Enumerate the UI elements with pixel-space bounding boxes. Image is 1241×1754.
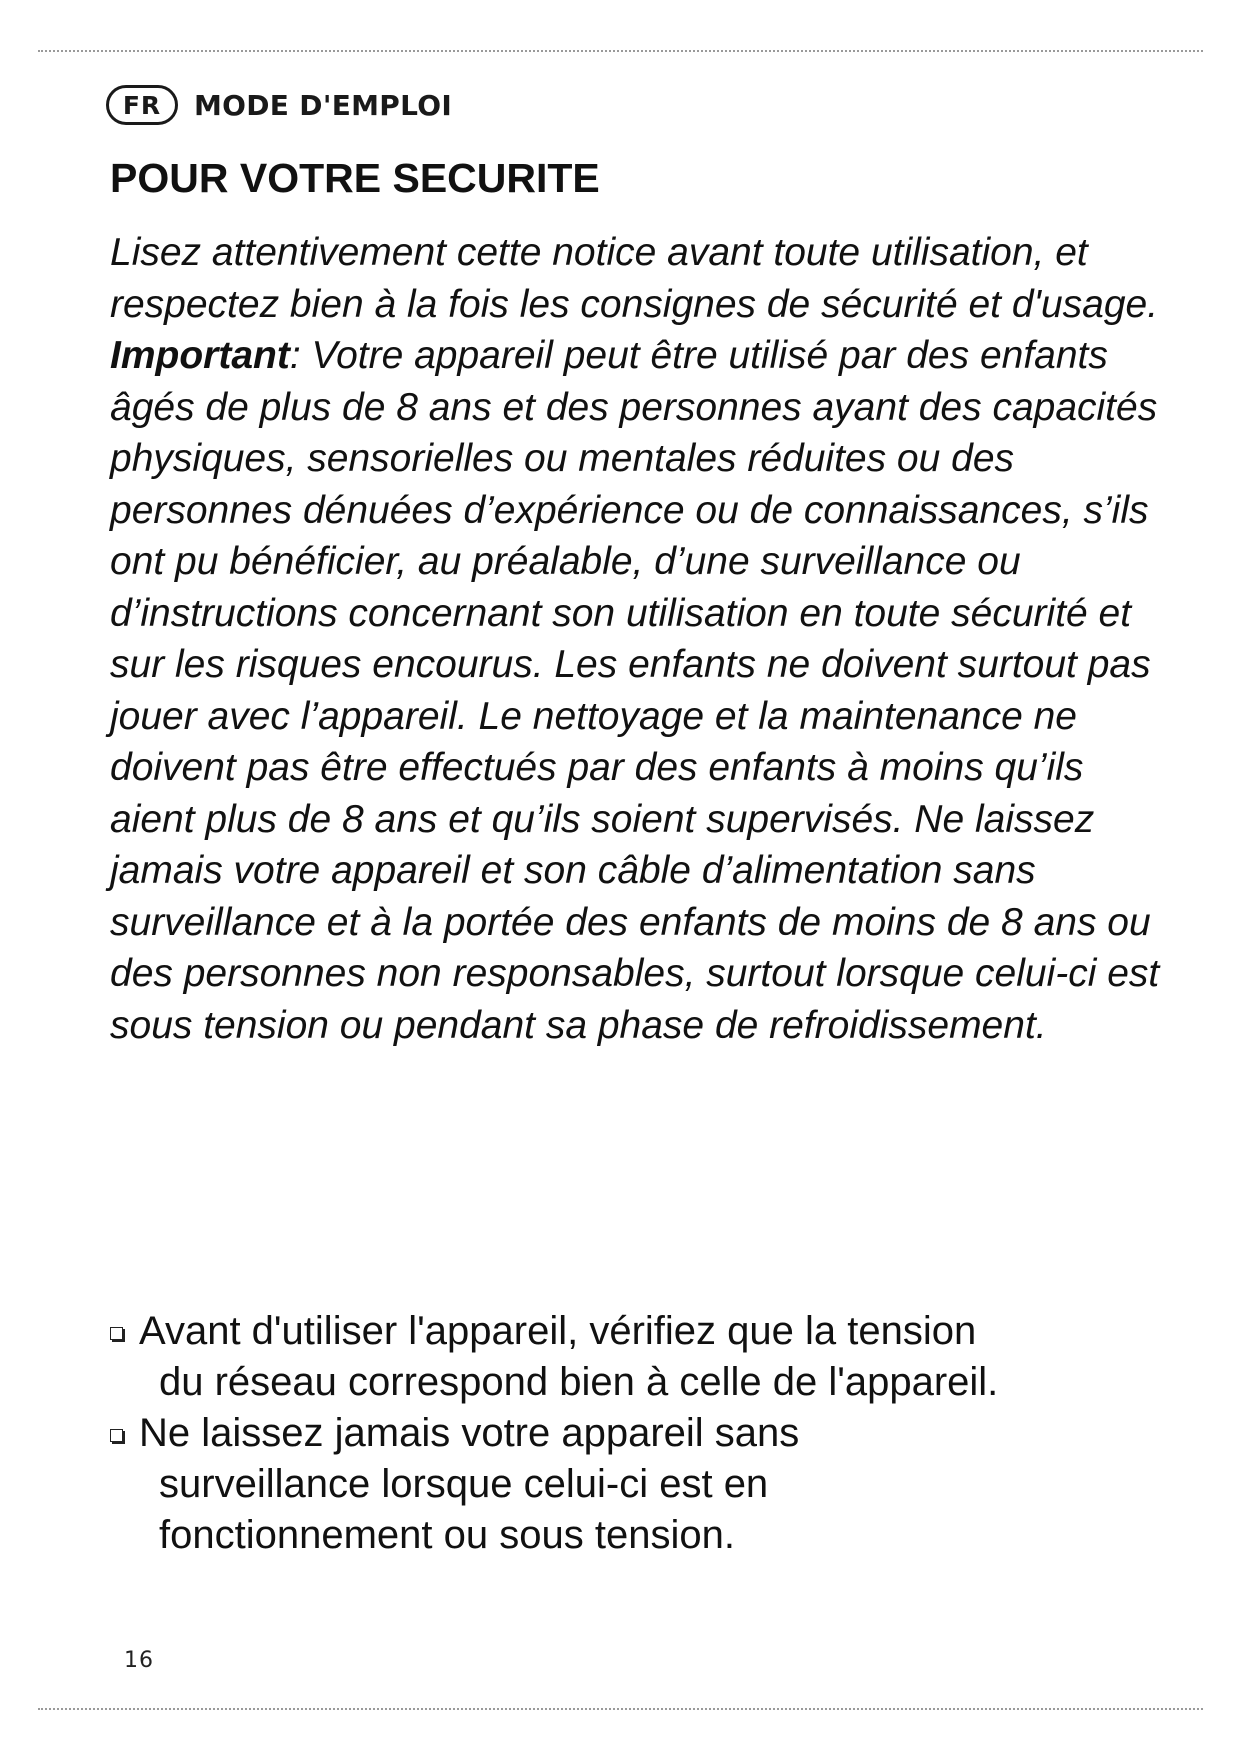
manual-title: MODE D'EMPLOI — [194, 88, 453, 122]
bullet-line-1: Ne laissez jamais votre appareil sans — [139, 1411, 800, 1455]
important-label: Important — [110, 334, 290, 377]
bottom-dotted-rule — [38, 1708, 1203, 1710]
bullet-line-2: surveillance lorsque celui-ci est en fonctionnement ou sous tension. — [159, 1462, 769, 1557]
list-item — [110, 1408, 1170, 1561]
safety-bullet-list — [110, 1306, 1170, 1561]
page-number: 16 — [124, 1648, 154, 1673]
bullet-line-1: Avant d'utiliser l'appareil, vérifiez que la tension — [139, 1309, 977, 1353]
bullet-line-2: du réseau correspond bien à celle de l'appareil. — [159, 1360, 999, 1404]
page-header — [106, 82, 452, 128]
safety-intro: Lisez attentivement cette notice avant toute utilisation, et respectez bien à la fois les consignes de sécurité et d'usage. — [110, 231, 1159, 326]
checkbox-bullet-icon — [110, 1429, 123, 1442]
important-text: : Votre appareil peut être utilisé par des enfants âgés de plus de 8 ans et des personnes ayant des capacités physiques, sensorielles ou mentales réduites ou des personnes dénuées d’expérience ou de connaissances, s’ils ont pu bénéficier, au préalable, d’une surveillance ou d’instructions concernant son utilisation en toute sécurité et sur les risques encourus. Les enfants ne doivent surtout pas jouer avec l’appareil. Le nettoyage et la maintenance ne doivent pas être effectués par des enfants à moins qu’ils aient plus de 8 ans et qu’ils soient supervisés. Ne laissez jamais votre appareil et son câble d’alimentation sans surveillance et à la portée des enfants de moins de 8 ans ou des personnes non responsables, surtout lorsque celui-ci est sous tension ou pendant sa phase de refroidissement. — [110, 334, 1160, 1047]
top-dotted-rule — [38, 50, 1203, 52]
section-title: POUR VOTRE SECURITE — [110, 155, 600, 201]
safety-paragraph — [110, 227, 1170, 1051]
list-item — [110, 1306, 1170, 1408]
language-badge: FR — [106, 85, 178, 125]
checkbox-bullet-icon — [110, 1327, 123, 1340]
